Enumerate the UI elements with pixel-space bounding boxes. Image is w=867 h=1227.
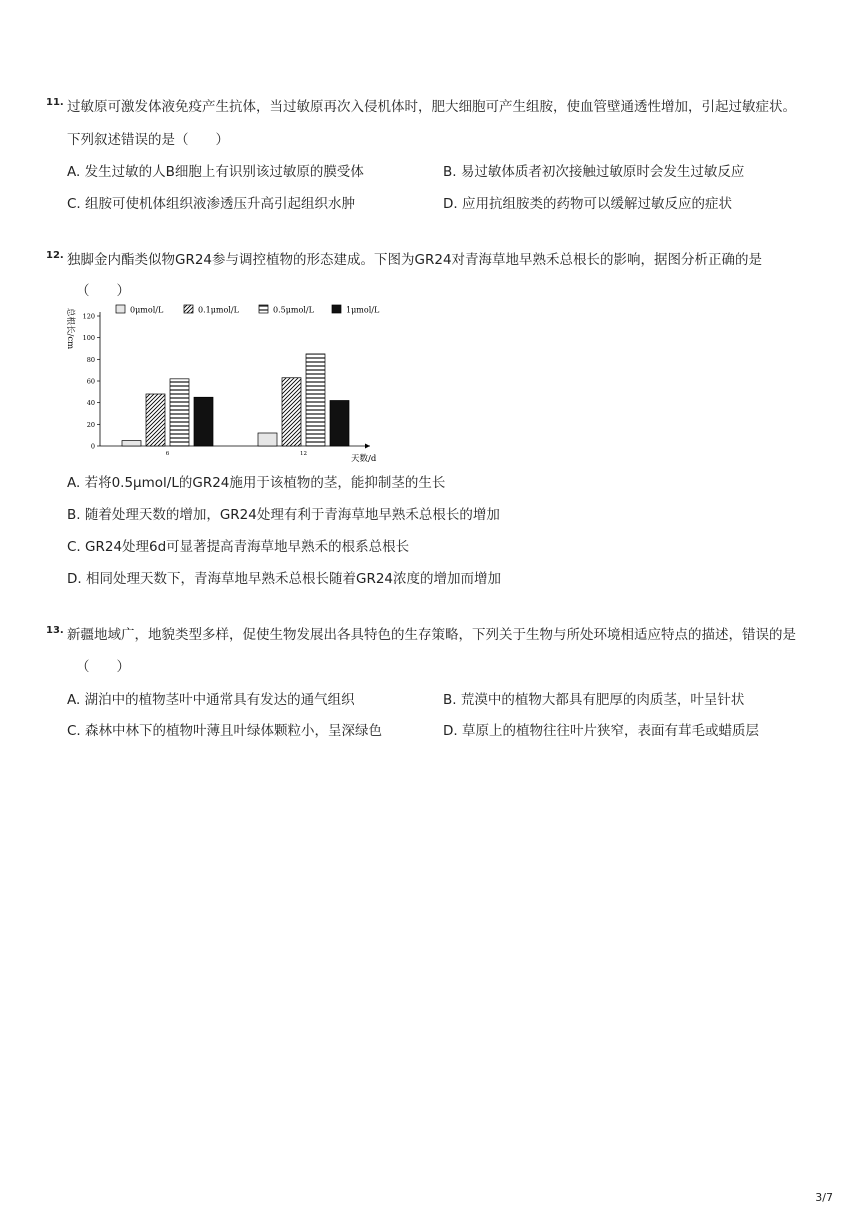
bar: [146, 394, 165, 446]
question-stem-line2: 下列叙述错误的是（ ）: [67, 132, 229, 148]
x-axis-label: 天数/d: [351, 454, 377, 464]
option-c: C. 组胺可使机体组织液渗透压升高引起组织水肿: [67, 196, 356, 212]
bar: [170, 379, 189, 446]
answer-paren: （ ）: [76, 283, 130, 299]
chart-axes: [83, 312, 370, 451]
option-d: D. 草原上的植物往往叶片狭窄，表面有茸毛或蜡质层: [443, 723, 759, 739]
y-axis-label: 总根长/cm: [65, 308, 75, 350]
legend-label: 0.1μmol/L: [198, 305, 239, 315]
x-tick-label: 12: [300, 451, 307, 457]
x-axis-arrow: [365, 444, 370, 449]
option-d: D. 应用抗组胺类的药物可以缓解过敏反应的症状: [443, 196, 732, 212]
option-d: D. 相同处理天数下，青海草地早熟禾总根长随着GR24浓度的增加而增加: [67, 571, 501, 587]
bar: [282, 378, 301, 446]
bar: [194, 397, 213, 446]
legend-label: 0μmol/L: [130, 305, 164, 315]
y-tick-label: 80: [86, 355, 95, 364]
option-c: C. 森林中林下的植物叶薄且叶绿体颗粒小，呈深绿色: [67, 723, 383, 739]
answer-paren: （ ）: [76, 659, 130, 675]
y-tick-label: 100: [82, 334, 95, 343]
bar: [258, 433, 277, 446]
option-b: B. 易过敏体质者初次接触过敏原时会发生过敏反应: [443, 164, 745, 180]
option-b: B. 随着处理天数的增加，GR24处理有利于青海草地早熟禾总根长的增加: [67, 507, 500, 523]
option-c: C. GR24处理6d可显著提高青海草地早熟禾的根系总根长: [67, 539, 410, 555]
y-tick-label: 40: [86, 399, 95, 408]
y-tick-label: 20: [86, 420, 95, 429]
question-stem-line1: 过敏原可激发体液免疫产生抗体，当过敏原再次入侵机体时，肥大细胞可产生组胺，使血管壁通透性增加，引起过敏症状。: [67, 99, 796, 115]
question-stem-line1: 独脚金内酯类似物GR24参与调控植物的形态建成。下图为GR24对青海草地早熟禾总根长的影响，据图分析正确的是: [67, 252, 763, 268]
option-a: A. 发生过敏的人B细胞上有识别该过敏原的膜受体: [67, 164, 364, 180]
legend-swatch: [116, 305, 125, 313]
question-number: 13.: [46, 625, 64, 636]
bar: [306, 354, 325, 446]
legend-swatch: [332, 305, 341, 313]
legend-label: 0.5μmol/L: [273, 305, 314, 315]
question-number: 11.: [46, 97, 64, 108]
question-number: 12.: [46, 250, 64, 261]
x-tick-label: 6: [165, 451, 170, 457]
legend-label: 1μmol/L: [346, 305, 380, 315]
y-tick-label: 0: [90, 442, 95, 451]
page-number: 3/7: [815, 1191, 833, 1204]
legend-swatch: [184, 305, 193, 313]
bar-chart: [60, 300, 400, 470]
question-stem-line1: 新疆地域广，地貌类型多样，促使生物发展出各具特色的生存策略，下列关于生物与所处环境相适应特点的描述，错误的是: [67, 627, 796, 643]
bar: [330, 401, 349, 447]
option-a: A. 若将0.5μmol/L的GR24施用于该植物的茎，能抑制茎的生长: [67, 475, 446, 491]
option-b: B. 荒漠中的植物大都具有肥厚的肉质茎，叶呈针状: [443, 692, 745, 708]
legend-swatch: [259, 305, 268, 313]
chart-legend: [116, 305, 380, 315]
option-a: A. 湖泊中的植物茎叶中通常具有发达的通气组织: [67, 692, 355, 708]
chart-bars: [122, 354, 349, 457]
y-tick-label: 60: [86, 377, 95, 386]
y-tick-label: 120: [82, 312, 95, 321]
bar: [122, 441, 141, 446]
